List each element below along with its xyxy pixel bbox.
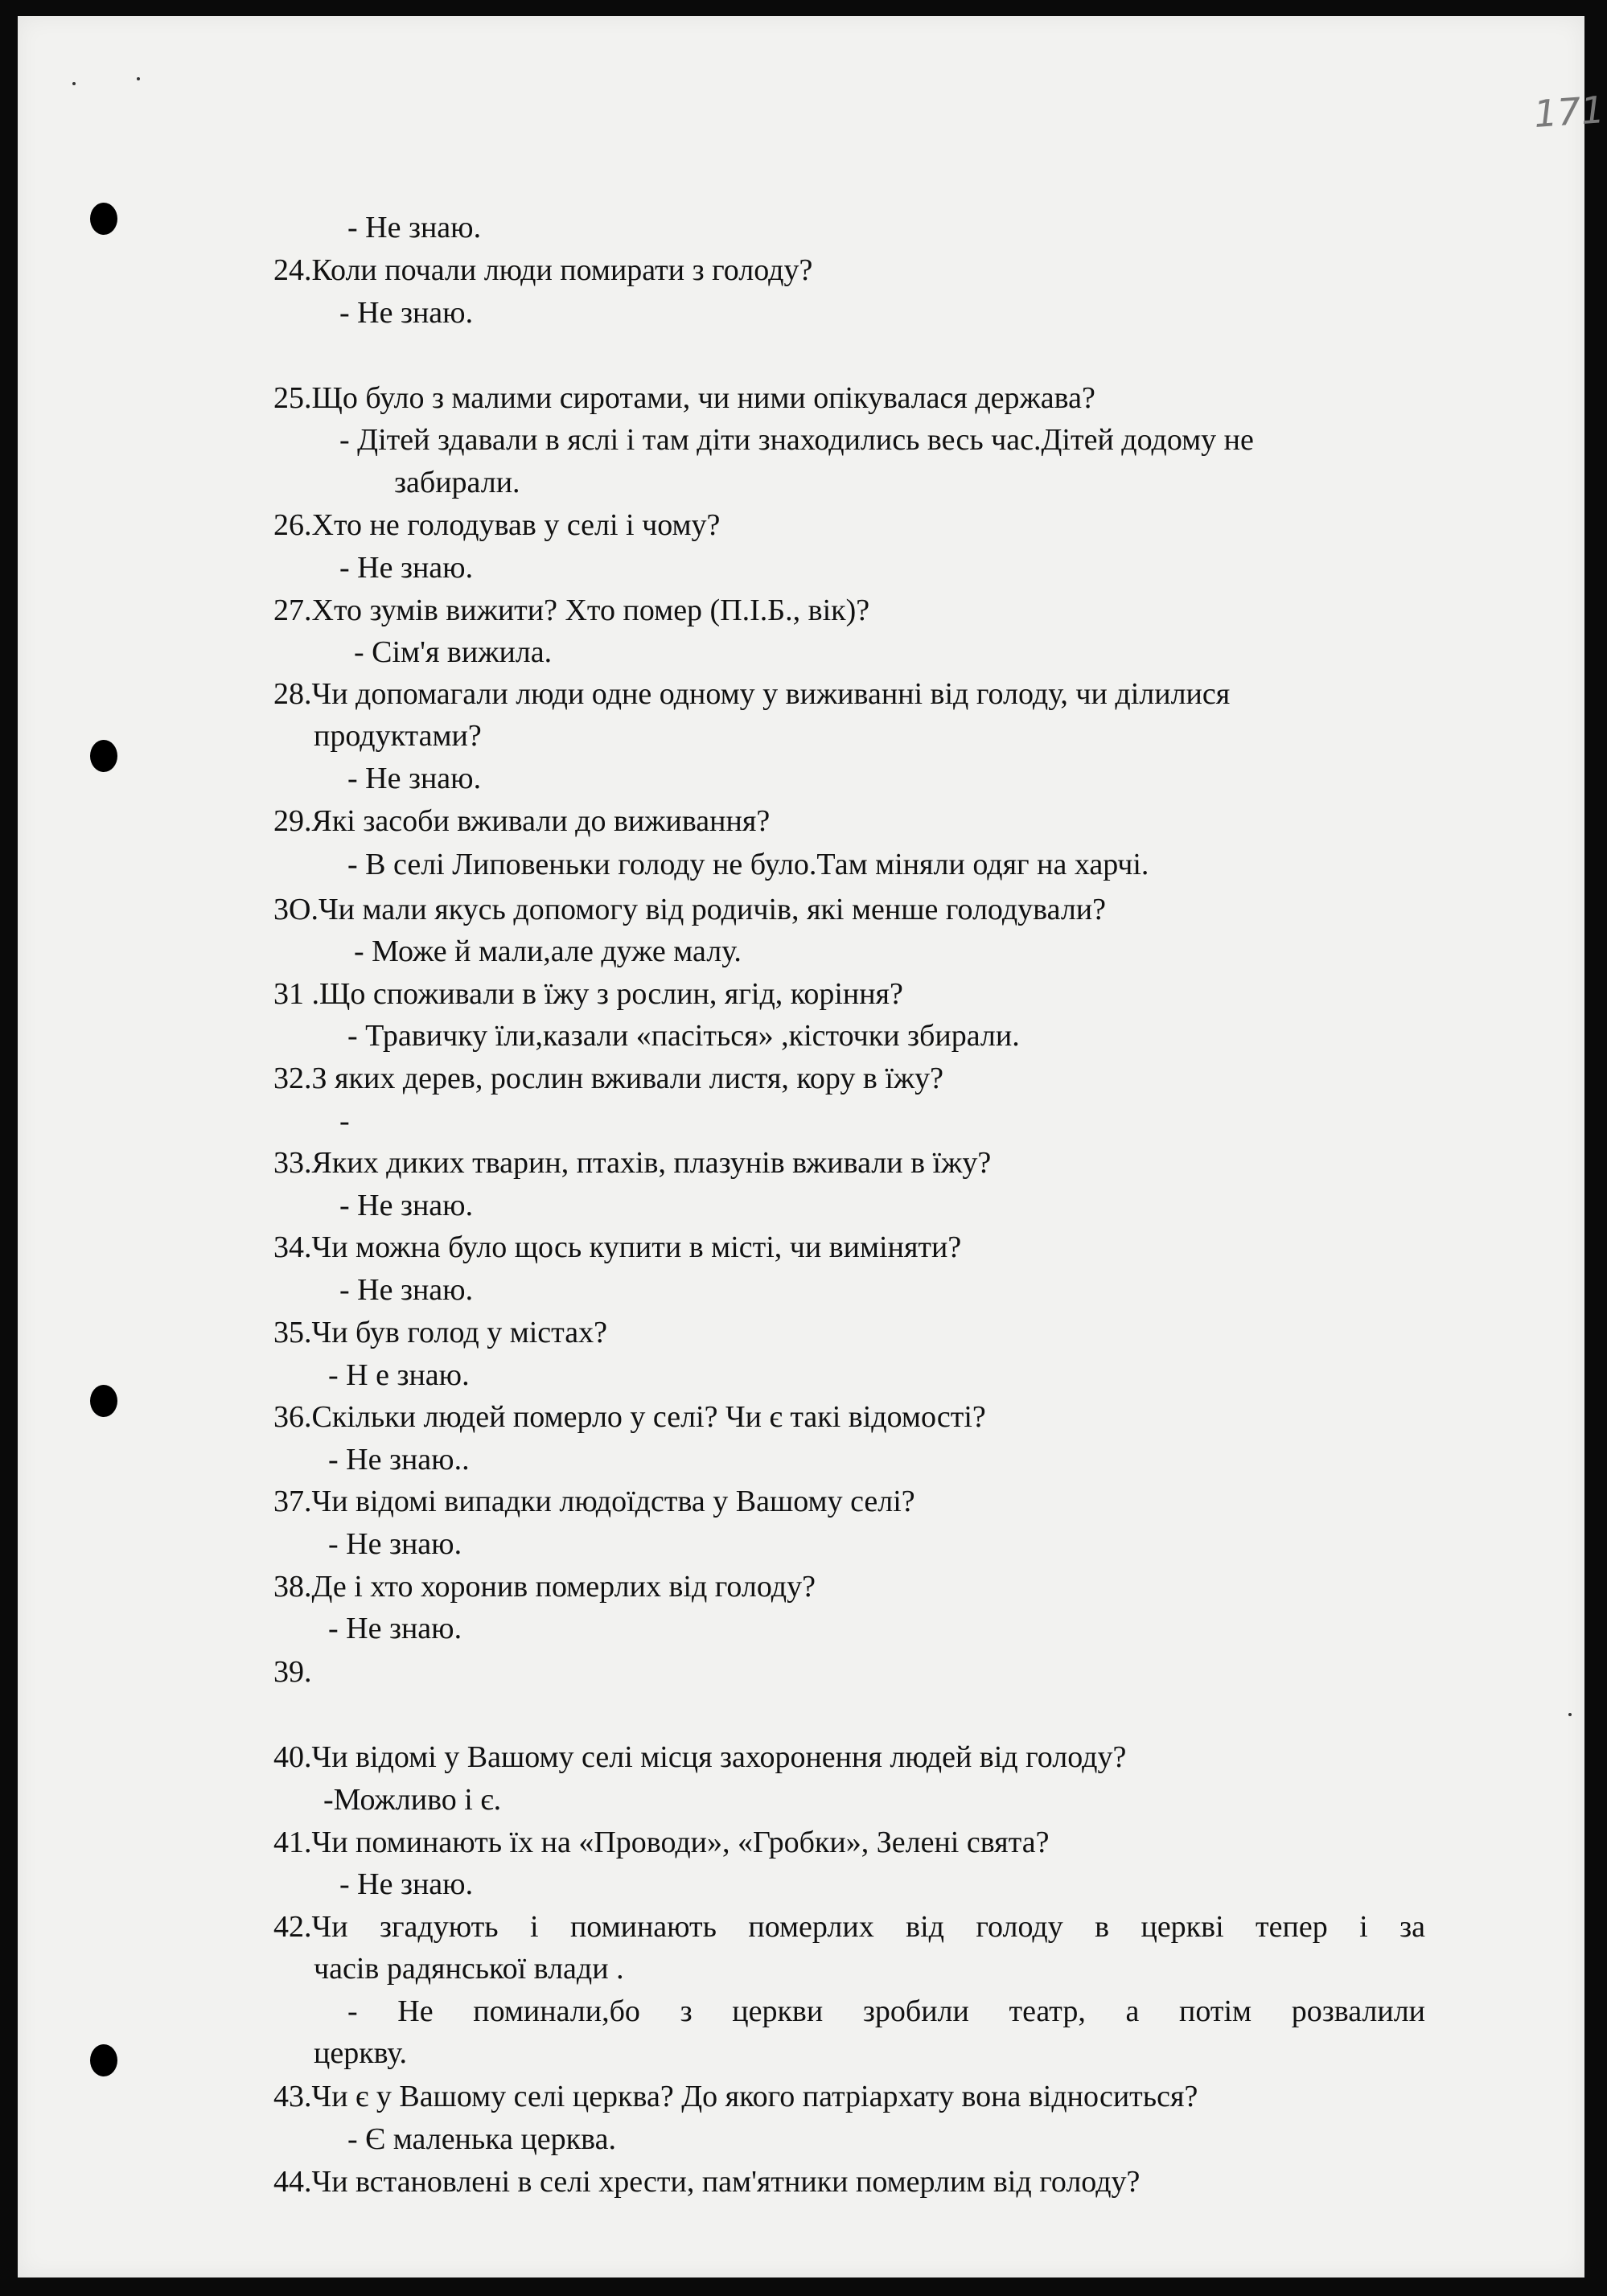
question-line: 43.Чи є у Вашому селі церква? До якого патріархату вона відноситься? (273, 2080, 1198, 2113)
question-line: 24.Коли почали люди помирати з голоду? (273, 253, 813, 287)
answer-line: - Не знаю. (339, 1189, 474, 1222)
punch-hole (90, 740, 117, 772)
speck-mark (137, 77, 140, 80)
question-line: 41.Чи поминають їх на «Проводи», «Гробки», Зелені свята? (273, 1826, 1050, 1859)
question-line: 36.Скільки людей померло у селі? Чи є такі відомості? (273, 1400, 986, 1434)
page-number: 171 (1532, 88, 1606, 136)
answer-line: - Сім'я вижила. (354, 635, 553, 669)
answer-line: - Не знаю. (339, 296, 474, 330)
answer-line: - Дітей здавали в яслі і там діти знаходились весь час.Дітей додому не (339, 423, 1254, 457)
question-line: 29.Які засоби вживали до виживання? (273, 804, 771, 838)
answer-line: -Можливо і є. (323, 1783, 502, 1817)
question-line: 38.Де і хто хоронив померлих від голоду? (273, 1570, 816, 1604)
answer-line: - Не знаю.. (328, 1443, 470, 1477)
punch-hole (90, 203, 117, 235)
answer-line: - Не знаю. (339, 1867, 474, 1901)
document-page (18, 16, 1606, 2278)
question-line: 39. (273, 1655, 312, 1689)
answer-line: - Не знаю. (339, 1273, 474, 1307)
answer-line: - Н е знаю. (328, 1358, 470, 1392)
question-line: 28.Чи допомагали люди одне одному у виживанні від голоду, чи ділилися (273, 677, 1231, 711)
question-line: 42.Чи згадують і поминають померлих від голоду в церкві тепер і за (273, 1910, 1425, 1944)
speck-mark (1568, 1713, 1572, 1716)
question-line: 31 .Що споживали в їжу з рослин, ягід, коріння? (273, 977, 903, 1011)
punch-hole (90, 1385, 117, 1417)
answer-line: - Не знаю. (328, 1527, 462, 1561)
answer-line: - Не знаю. (347, 762, 482, 795)
question-line: 35.Чи був голод у містах? (273, 1316, 607, 1349)
answer-line: - Травичку їли,казали «пасіться» ,кісточки збирали. (347, 1019, 1020, 1053)
answer-line: церкву. (314, 2036, 408, 2070)
answer-line: - Не поминали,бо з церкви зробили театр, а потім розвалили (347, 1994, 1425, 2028)
punch-hole (90, 2044, 117, 2076)
answer-line: - Може й мали,але дуже малу. (354, 934, 742, 968)
answer-line: - В селі Липовеньки голоду не було.Там міняли одяг на харчі. (347, 848, 1149, 881)
question-line: 40.Чи відомі у Вашому селі місця захоронення людей від голоду? (273, 1740, 1127, 1774)
question-line: 34.Чи можна було щось купити в місті, чи виміняти? (273, 1230, 962, 1264)
answer-line: - (339, 1104, 350, 1138)
question-line: 33.Яких диких тварин, птахів, плазунів вживали в їжу? (273, 1146, 992, 1180)
question-line: 3О.Чи мали якусь допомогу від родичів, які менше голодували? (273, 893, 1106, 926)
question-line: часів радянської влади . (314, 1952, 624, 1986)
question-line: 32.З яких дерев, рослин вживали листя, кору в їжу? (273, 1062, 944, 1095)
answer-line: - Не знаю. (339, 551, 474, 585)
speck-mark (72, 82, 76, 85)
answer-line: - Є маленька церква. (347, 2122, 616, 2156)
answer-line: - Не знаю. (347, 211, 482, 244)
answer-line: - Не знаю. (328, 1612, 462, 1645)
question-line: 27.Хто зумів вижити? Хто помер (П.І.Б., вік)? (273, 594, 870, 627)
question-line: 44.Чи встановлені в селі хрести, пам'ятники померлим від голоду? (273, 2165, 1141, 2199)
answer-line: забирали. (394, 466, 520, 499)
question-line: 37.Чи відомі випадки людоїдства у Вашому селі? (273, 1485, 915, 1518)
question-line: 26.Хто не голодував у селі і чому? (273, 508, 721, 542)
question-line: 25.Що було з малими сиротами, чи ними опікувалася держава? (273, 381, 1095, 415)
question-line: продуктами? (314, 719, 482, 753)
